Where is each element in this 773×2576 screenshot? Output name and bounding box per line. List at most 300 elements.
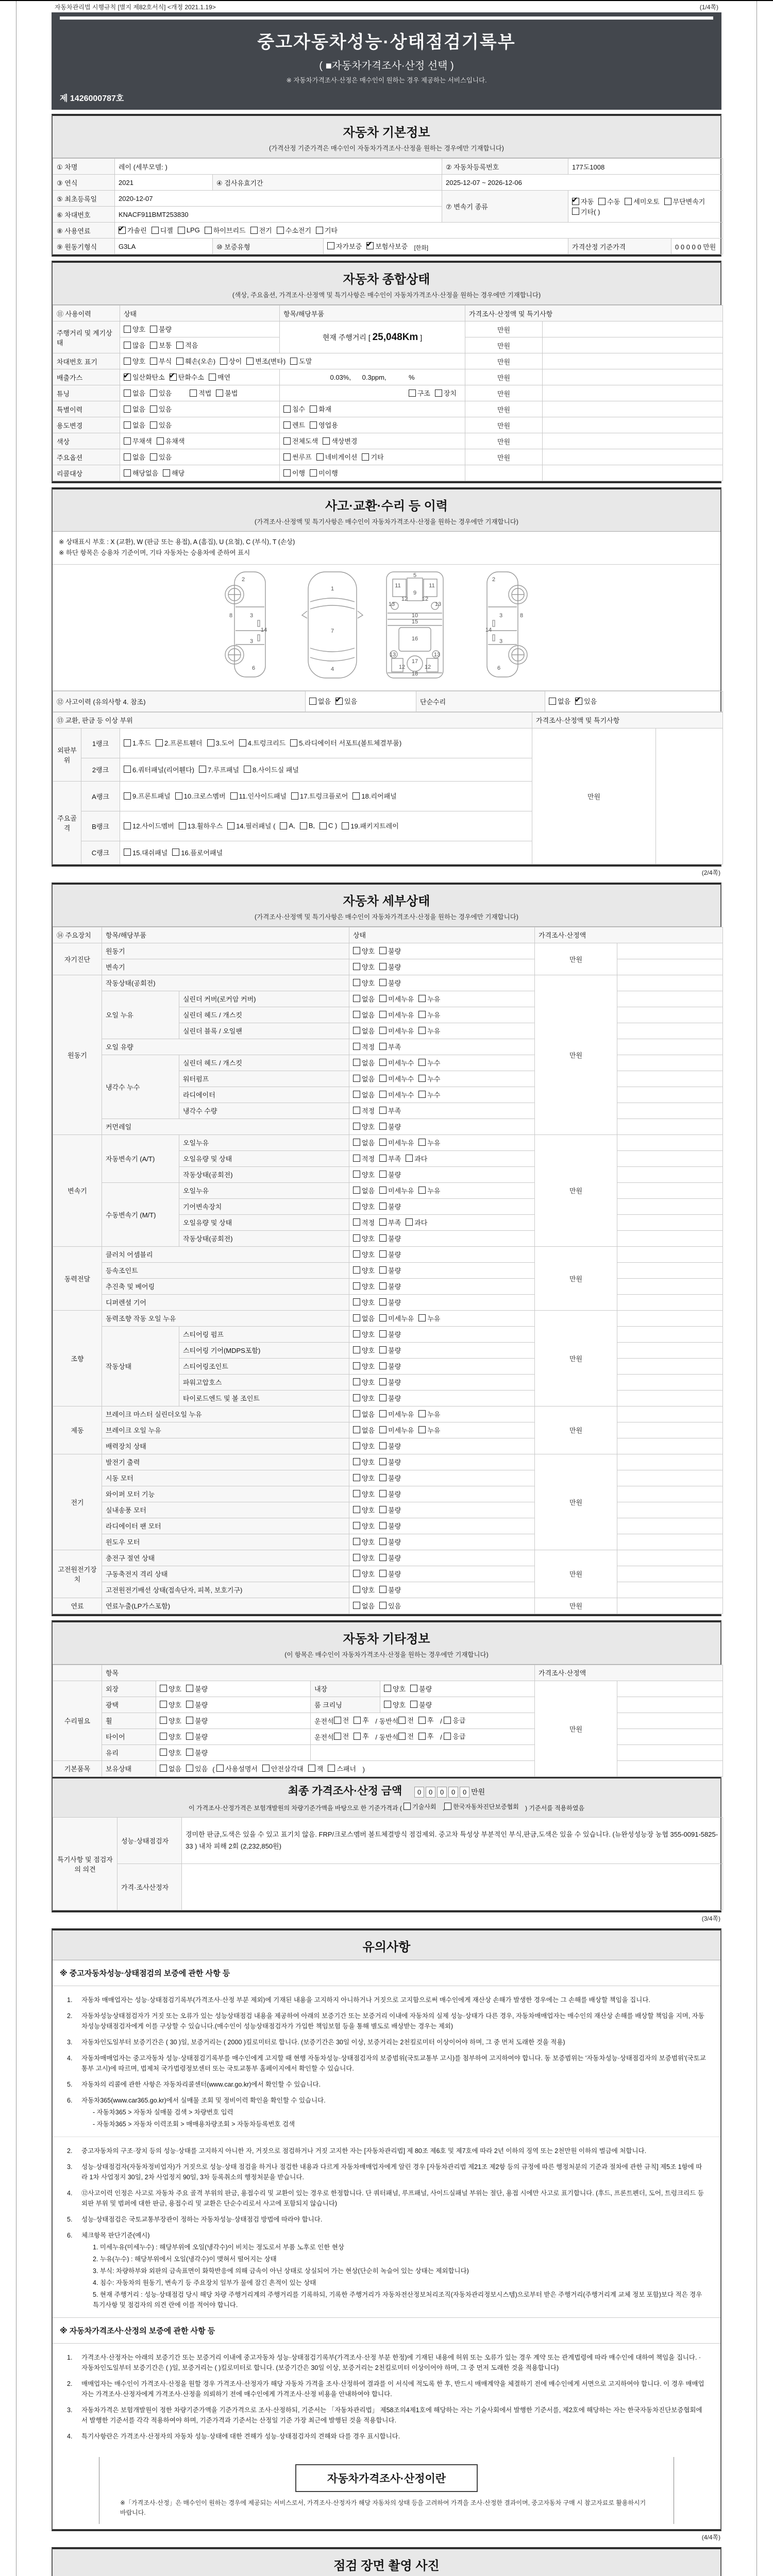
option-label: 누수 [427, 1075, 441, 1083]
checkbox[interactable] [410, 1685, 417, 1692]
checkbox[interactable] [178, 227, 185, 234]
checkbox[interactable] [199, 766, 206, 773]
checkbox[interactable] [160, 1749, 167, 1756]
checkbox[interactable] [124, 453, 131, 461]
checkbox[interactable] [124, 739, 131, 747]
checkbox[interactable] [353, 1171, 360, 1178]
checkbox[interactable] [216, 389, 223, 397]
option-label: 7.루프패널 [207, 766, 240, 774]
checkbox[interactable] [353, 1266, 360, 1274]
checkbox[interactable] [353, 1362, 360, 1369]
option [323, 436, 357, 446]
wheel-options [156, 1713, 311, 1728]
checkbox[interactable] [418, 995, 426, 1002]
checkbox[interactable] [353, 1602, 360, 1609]
checkbox[interactable] [379, 1570, 386, 1577]
device-group-label: 동력전달 [53, 1246, 102, 1310]
field-label: ⑩ 보증유형 [213, 239, 324, 255]
option-label: 양호 [362, 1202, 375, 1211]
checkbox[interactable] [353, 1282, 360, 1290]
checkbox[interactable] [625, 198, 632, 205]
checkbox[interactable] [379, 995, 386, 1002]
checkbox[interactable] [283, 437, 291, 445]
option-label: 전 [407, 1733, 414, 1741]
checkbox[interactable] [186, 1717, 193, 1724]
checkbox[interactable] [379, 1011, 386, 1018]
checkbox[interactable] [379, 1091, 386, 1098]
checkbox[interactable] [308, 1765, 315, 1772]
checkbox[interactable] [379, 1330, 386, 1337]
checkbox[interactable] [353, 1234, 360, 1242]
checkbox[interactable] [227, 822, 234, 829]
checkbox[interactable] [246, 358, 254, 365]
field-label: 주요옵션 [53, 449, 120, 465]
checkbox[interactable] [353, 1426, 360, 1433]
checkbox[interactable] [379, 1314, 386, 1321]
checkbox[interactable] [379, 1266, 386, 1274]
checkbox[interactable] [418, 1075, 426, 1082]
checkbox[interactable] [379, 1139, 386, 1146]
option [179, 821, 223, 831]
checkbox[interactable] [176, 358, 183, 365]
checkbox[interactable] [152, 227, 159, 234]
group-label: 주요골격 [53, 781, 81, 864]
checkbox[interactable] [353, 1155, 360, 1162]
state-options [349, 1406, 535, 1422]
checkbox[interactable] [205, 227, 212, 234]
checkbox[interactable] [384, 1685, 391, 1692]
checkbox[interactable] [353, 1378, 360, 1385]
checkbox[interactable] [280, 822, 287, 829]
checkbox[interactable] [379, 1506, 386, 1513]
checkbox[interactable] [379, 1282, 386, 1290]
checkbox[interactable] [150, 358, 157, 365]
checkbox[interactable] [354, 1733, 361, 1740]
checkbox[interactable] [418, 1426, 426, 1433]
state-options [349, 1310, 535, 1326]
checkbox[interactable] [310, 421, 317, 429]
checkbox[interactable] [379, 1394, 386, 1401]
option-label: 적음 [185, 342, 198, 350]
checkbox[interactable] [418, 1011, 426, 1018]
text: / 동반석 [373, 1733, 399, 1741]
remark-cell [543, 417, 723, 433]
checkbox[interactable] [209, 374, 216, 381]
checkbox[interactable] [353, 1442, 360, 1449]
document-subtitle: ( ■자동차가격조사·산정 선택 ) [319, 60, 454, 72]
checkbox[interactable] [435, 389, 442, 397]
item-label: 디퍼렌셜 기어 [102, 1294, 349, 1310]
state-options [349, 1566, 535, 1582]
checkbox[interactable] [418, 1027, 426, 1034]
checkbox[interactable] [353, 1043, 360, 1050]
checkbox[interactable] [300, 822, 307, 829]
sub-item-label: 스티어링 펌프 [179, 1326, 349, 1342]
checkbox[interactable] [353, 1250, 360, 1258]
option-label: 12.사이드멤버 [132, 822, 174, 831]
checkbox[interactable] [379, 1426, 386, 1433]
checkbox[interactable] [230, 792, 238, 800]
option-label: 탄화수소 [178, 374, 205, 382]
checkbox[interactable] [163, 469, 170, 477]
rank1-options [120, 728, 532, 758]
checkbox[interactable] [157, 437, 164, 445]
checkbox[interactable] [418, 1410, 426, 1417]
checkbox[interactable] [379, 963, 386, 970]
detail-row [53, 1310, 723, 1326]
notice-sub-item: 5. 현재 주행거리 : 성능·상태점검 당시 해당 차량 주행거리계의 주행거리를 기록하되, 기록한 주행거리가 자동차전산정보처리조직(자동차관리정보시스템)으로부터 받은 주행거리(주행거리계 교체 정보 포함)보다 적은 경우 특기사항 및 점검자의 의견 란에 이를 적어야 합니다. [93, 2291, 702, 2309]
option-label: 과다 [414, 1155, 428, 1163]
checkbox[interactable] [290, 739, 297, 747]
checkbox[interactable] [353, 963, 360, 970]
checkbox[interactable] [353, 995, 360, 1002]
checkbox[interactable] [379, 1458, 386, 1465]
checkbox[interactable] [379, 1538, 386, 1545]
option-label: 4.트렁크리드 [247, 739, 286, 748]
checkbox[interactable] [444, 1717, 451, 1724]
checkbox[interactable] [244, 766, 251, 773]
emission-options [120, 369, 280, 385]
tuning-options [120, 385, 280, 401]
detail-row [53, 959, 723, 975]
checkbox[interactable] [353, 1298, 360, 1306]
checkbox[interactable] [124, 326, 131, 333]
checkbox[interactable] [186, 1733, 193, 1740]
checkbox[interactable] [124, 421, 131, 429]
checkbox[interactable] [572, 208, 579, 215]
checkbox[interactable] [283, 453, 291, 461]
option [379, 1425, 414, 1435]
checkbox[interactable] [353, 1075, 360, 1082]
checkbox[interactable] [353, 1490, 360, 1497]
option [342, 821, 398, 831]
checkbox[interactable] [353, 1011, 360, 1018]
checkbox[interactable] [379, 1410, 386, 1417]
checkbox[interactable] [598, 198, 606, 205]
checkbox[interactable] [353, 1107, 360, 1114]
checkbox[interactable] [379, 1043, 386, 1050]
checkbox[interactable] [406, 1218, 413, 1226]
checkbox[interactable] [175, 792, 182, 800]
checkbox[interactable] [160, 1765, 167, 1772]
checkbox-checked[interactable] [572, 198, 579, 205]
checkbox[interactable] [379, 1586, 386, 1593]
document-title: 중고자동차성능·상태점검기록부 [257, 32, 516, 52]
checkbox[interactable] [379, 1362, 386, 1369]
checkbox[interactable] [309, 698, 316, 705]
option [379, 1521, 401, 1531]
notice-item [67, 2379, 706, 2399]
checkbox[interactable] [362, 453, 369, 461]
state-options [349, 1055, 535, 1071]
checkbox[interactable] [291, 792, 298, 800]
detail-row [53, 1486, 723, 1502]
checkbox[interactable] [124, 766, 131, 773]
checkbox[interactable] [444, 1803, 451, 1810]
checkbox[interactable] [353, 1346, 360, 1353]
group-label: 기본품목 [53, 1760, 102, 1776]
checkbox[interactable] [379, 1602, 386, 1609]
checkbox[interactable] [353, 1218, 360, 1226]
checkbox[interactable] [160, 1717, 167, 1724]
checkbox[interactable] [354, 1717, 361, 1724]
checkbox[interactable] [418, 1139, 426, 1146]
checkbox[interactable] [379, 1522, 386, 1529]
checkbox[interactable] [418, 1187, 426, 1194]
checkbox[interactable] [353, 1091, 360, 1098]
amount-digit: 0 [448, 1787, 458, 1798]
checkbox[interactable] [124, 469, 131, 477]
checkbox[interactable] [406, 1155, 413, 1162]
option-label: 미세누유 [388, 1011, 414, 1019]
checkbox[interactable] [353, 1474, 360, 1481]
checkbox[interactable] [379, 1346, 386, 1353]
checkbox[interactable] [207, 739, 214, 747]
column-header: ⑪ 사용이력 [53, 306, 120, 321]
checkbox[interactable] [353, 1123, 360, 1130]
notice-list-1b [53, 2137, 720, 2317]
checkbox[interactable] [190, 389, 197, 397]
checkbox[interactable] [418, 1314, 426, 1321]
checkbox[interactable] [664, 198, 671, 205]
checkbox[interactable] [124, 437, 131, 445]
checkbox[interactable] [334, 1733, 341, 1740]
table-row [53, 465, 723, 481]
checkbox[interactable] [353, 1586, 360, 1593]
checkbox[interactable] [160, 1685, 167, 1692]
checkbox[interactable] [410, 1701, 417, 1708]
checkbox[interactable] [124, 358, 131, 365]
checkbox[interactable] [353, 1538, 360, 1545]
option-label: 매연 [217, 374, 231, 382]
checkbox[interactable] [353, 1522, 360, 1529]
checkbox[interactable] [379, 1027, 386, 1034]
checkbox[interactable] [353, 1410, 360, 1417]
checkbox[interactable] [352, 792, 360, 800]
checkbox[interactable] [186, 1701, 193, 1708]
checkbox[interactable] [379, 979, 386, 986]
checkbox[interactable] [310, 405, 317, 413]
item-label: 추진축 및 베어링 [102, 1278, 349, 1294]
checkbox[interactable] [353, 1554, 360, 1561]
checkbox[interactable] [379, 1202, 386, 1210]
checkbox[interactable] [150, 453, 157, 461]
item-label: 와이퍼 모터 기능 [102, 1486, 349, 1502]
checkbox[interactable] [176, 342, 183, 349]
option-label: 불량 [388, 1570, 401, 1578]
option-label: 자가보증 [336, 242, 362, 250]
checkbox[interactable] [156, 739, 163, 747]
checkbox-checked[interactable] [366, 242, 374, 249]
checkbox[interactable] [404, 1803, 411, 1810]
checkbox-checked[interactable] [335, 698, 343, 705]
checkbox[interactable] [262, 1765, 270, 1772]
checkbox[interactable] [220, 358, 227, 365]
final-price-note [53, 1802, 720, 1812]
checkbox[interactable] [353, 1187, 360, 1194]
checkbox[interactable] [418, 1733, 426, 1740]
option-label: 양호 [169, 1717, 182, 1725]
checkbox[interactable] [124, 342, 131, 349]
checkbox[interactable] [310, 469, 317, 477]
checkbox[interactable] [379, 1554, 386, 1561]
panel-number: 10 [411, 612, 418, 619]
checkbox[interactable] [150, 405, 157, 413]
option-label: 누수 [427, 1091, 441, 1099]
checkbox[interactable] [160, 1701, 167, 1708]
overall-table [53, 305, 723, 481]
checkbox[interactable] [186, 1749, 193, 1756]
checkbox[interactable] [353, 1506, 360, 1513]
checkbox[interactable] [353, 1139, 360, 1146]
checkbox[interactable] [150, 389, 157, 397]
remark-cell [617, 1198, 723, 1214]
etc-title: 자동차 기타정보 [343, 1632, 430, 1646]
checkbox[interactable] [150, 421, 157, 429]
checkbox[interactable] [379, 1490, 386, 1497]
checkbox[interactable] [379, 1171, 386, 1178]
notice-sub-title-2: ※ 자동차가격조사·산정의 보증에 관한 사항 등 [53, 2317, 720, 2344]
checkbox[interactable] [379, 1107, 386, 1114]
state-options [349, 943, 535, 959]
checkbox[interactable] [353, 947, 360, 954]
option [379, 1281, 401, 1291]
checkbox[interactable] [379, 1298, 386, 1306]
checkbox[interactable] [160, 1733, 167, 1740]
checkbox[interactable] [124, 389, 131, 397]
checkbox[interactable] [379, 1075, 386, 1082]
checkbox[interactable] [379, 1187, 386, 1194]
checkbox[interactable] [328, 1765, 335, 1772]
checkbox[interactable] [150, 342, 157, 349]
option-label: 기타( ) [581, 208, 600, 216]
option [262, 1764, 304, 1773]
option-label: 없음 [362, 1187, 375, 1195]
checkbox[interactable] [398, 1717, 406, 1724]
checkbox[interactable] [379, 1155, 386, 1162]
checkbox[interactable] [353, 979, 360, 986]
checkbox[interactable] [353, 1314, 360, 1321]
checkbox[interactable] [379, 1059, 386, 1066]
checkbox[interactable] [379, 1123, 386, 1130]
checkbox[interactable] [353, 1570, 360, 1577]
checkbox[interactable] [409, 389, 416, 397]
checkbox[interactable] [334, 1717, 341, 1724]
checkbox[interactable] [124, 405, 131, 413]
checkbox[interactable] [379, 1378, 386, 1385]
remark-cell [617, 1486, 723, 1502]
checkbox[interactable] [418, 1091, 426, 1098]
checkbox-checked[interactable] [575, 698, 582, 705]
checkbox[interactable] [124, 822, 131, 829]
state-options [349, 1166, 535, 1182]
checkbox[interactable] [277, 227, 284, 234]
checkbox[interactable] [342, 822, 349, 829]
price-cell: 만원 [535, 1454, 617, 1550]
checkbox[interactable] [379, 947, 386, 954]
checkbox-checked[interactable] [119, 227, 126, 234]
checkbox[interactable] [283, 469, 291, 477]
checkbox[interactable] [353, 1394, 360, 1401]
checkbox[interactable] [124, 849, 131, 856]
table-header-row [53, 1665, 723, 1681]
checkbox[interactable] [186, 1765, 193, 1772]
checkbox[interactable] [353, 1458, 360, 1465]
option-label: 미세누수 [388, 1091, 414, 1099]
opinions-table [53, 1817, 723, 1910]
checkbox[interactable] [379, 1234, 386, 1242]
state-options [349, 1502, 535, 1518]
checkbox[interactable] [353, 1202, 360, 1210]
option-label: 없음 [362, 1139, 375, 1147]
field-label: 유리 [102, 1744, 156, 1760]
checkbox[interactable] [379, 1218, 386, 1226]
checkbox[interactable] [124, 792, 131, 800]
detail-row [53, 975, 723, 991]
checkbox[interactable] [186, 1685, 193, 1692]
item-label: 등속조인트 [102, 1262, 349, 1278]
option-label: 부족 [388, 1218, 401, 1227]
checkbox[interactable] [384, 1701, 391, 1708]
option-label: 수동 [607, 198, 620, 206]
checkbox[interactable] [283, 421, 291, 429]
sub-item-label: 라디에이터 [179, 1087, 349, 1103]
checkbox[interactable] [316, 453, 324, 461]
checkbox[interactable] [290, 358, 297, 365]
sub-item-label: 실린더 커버(로커암 커버) [179, 991, 349, 1007]
checkbox[interactable] [549, 698, 556, 705]
option [379, 1601, 401, 1611]
checkbox[interactable] [323, 437, 330, 445]
option-label: 있음 [195, 1765, 208, 1773]
checkbox[interactable] [250, 227, 258, 234]
option [353, 1473, 375, 1483]
checkbox[interactable] [172, 849, 179, 856]
checkbox[interactable] [283, 405, 291, 413]
checkbox[interactable] [353, 1330, 360, 1337]
checkbox[interactable] [398, 1733, 406, 1740]
checkbox[interactable] [179, 822, 186, 829]
checkbox[interactable] [379, 1474, 386, 1481]
option [353, 1122, 375, 1131]
option [308, 1764, 324, 1773]
state-options [349, 991, 535, 1007]
checkbox-checked[interactable] [124, 374, 131, 381]
column-header: 상태 [120, 306, 280, 321]
option [379, 1185, 414, 1195]
checkbox[interactable] [216, 1765, 224, 1772]
checkbox[interactable] [353, 1027, 360, 1034]
notice-item [67, 2230, 706, 2241]
notice-item-number: 4. [67, 2190, 73, 2197]
option-label: 있음 [388, 1602, 401, 1610]
checkbox[interactable] [353, 1059, 360, 1066]
checkbox[interactable] [379, 1250, 386, 1258]
checkbox[interactable] [418, 1717, 426, 1724]
checkbox[interactable] [150, 326, 157, 333]
checkbox[interactable] [239, 739, 246, 747]
checkbox[interactable] [418, 1059, 426, 1066]
detail-row [53, 943, 723, 959]
checkbox[interactable] [444, 1733, 451, 1740]
checkbox[interactable] [379, 1442, 386, 1449]
option [353, 1345, 375, 1355]
checkbox[interactable] [316, 227, 323, 234]
checkbox[interactable] [327, 242, 334, 249]
checkbox[interactable] [320, 822, 327, 829]
document-note: ※ 자동차가격조사·산정은 매수인이 원하는 경우 제공하는 서비스입니다. [286, 77, 487, 84]
checkbox-checked[interactable] [170, 374, 177, 381]
